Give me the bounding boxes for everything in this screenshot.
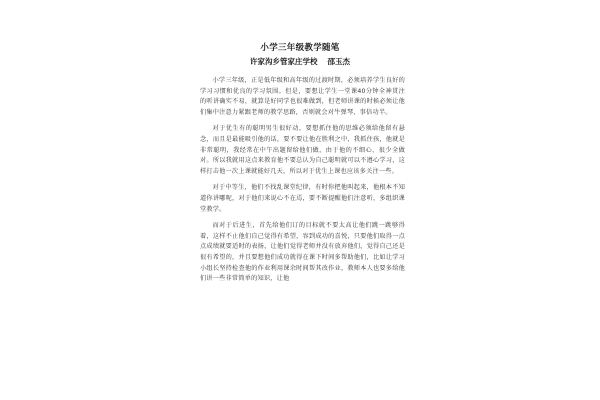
paragraph: 而对于后进生，首先给他们订的目标就不要太高让他们跳一跳够得着，这样不止他们自己觉得有希望，容到成功的喜悦，只要他们取得一点点成绩就要适时的表扬，让他们觉得老师并没有放弃他们，觉得自己还是很有希望的，并且要想他们成功就得在课下时间多帮助他们，比如让学习小组长坚持检查他的作业利用课余时间帮其改作业，教师本人也要多给他们讲一些非常简单的知识，让他: [200, 222, 405, 283]
paragraph: 小学三年级，正是低年级和高年级的过渡时期，必须培养学生良好的学习习惯和优良的学习氛围。但是，要想让学生一堂课40分钟全神贯注的听讲确实不易，就算是好同学也很难做到，但老师讲课的时候必须让他们集中注意力紧跟老师的教学思路，否则就会对牛弹琴，事倍功半。: [200, 77, 405, 116]
document-body: [200, 76, 405, 291]
byline-school: 许家沟乡管家庄学校: [250, 57, 318, 66]
paragraph: 对于中等生，他们不找乱课堂纪律，有时你把他叫起来，他根本不知道你讲哪呢，对于他们来说心不在焉，要不断提醒他们注意听，多组织课堂教学。: [200, 184, 405, 213]
paragraph: 对于优生有的聪明男生很好动，要想抓住他的思维必须给他留有悬念，而且是最能吸引他的话，要不要让他在胜利之中，我抓住孩，他就是非常聪明，我经常在中午出题留给他们做，由于他的不细心，很少全做对。所以我就用这点来教育他不要总认为自己聪明就可以不遵心学习，这样打击他一次上课就能好几天，所以对于优生上课也应该多关注一些。: [200, 125, 405, 175]
byline-author: 邵玉杰: [327, 57, 350, 66]
document-title: 小学三年级教学随笔: [260, 43, 340, 53]
byline: [0, 56, 600, 67]
